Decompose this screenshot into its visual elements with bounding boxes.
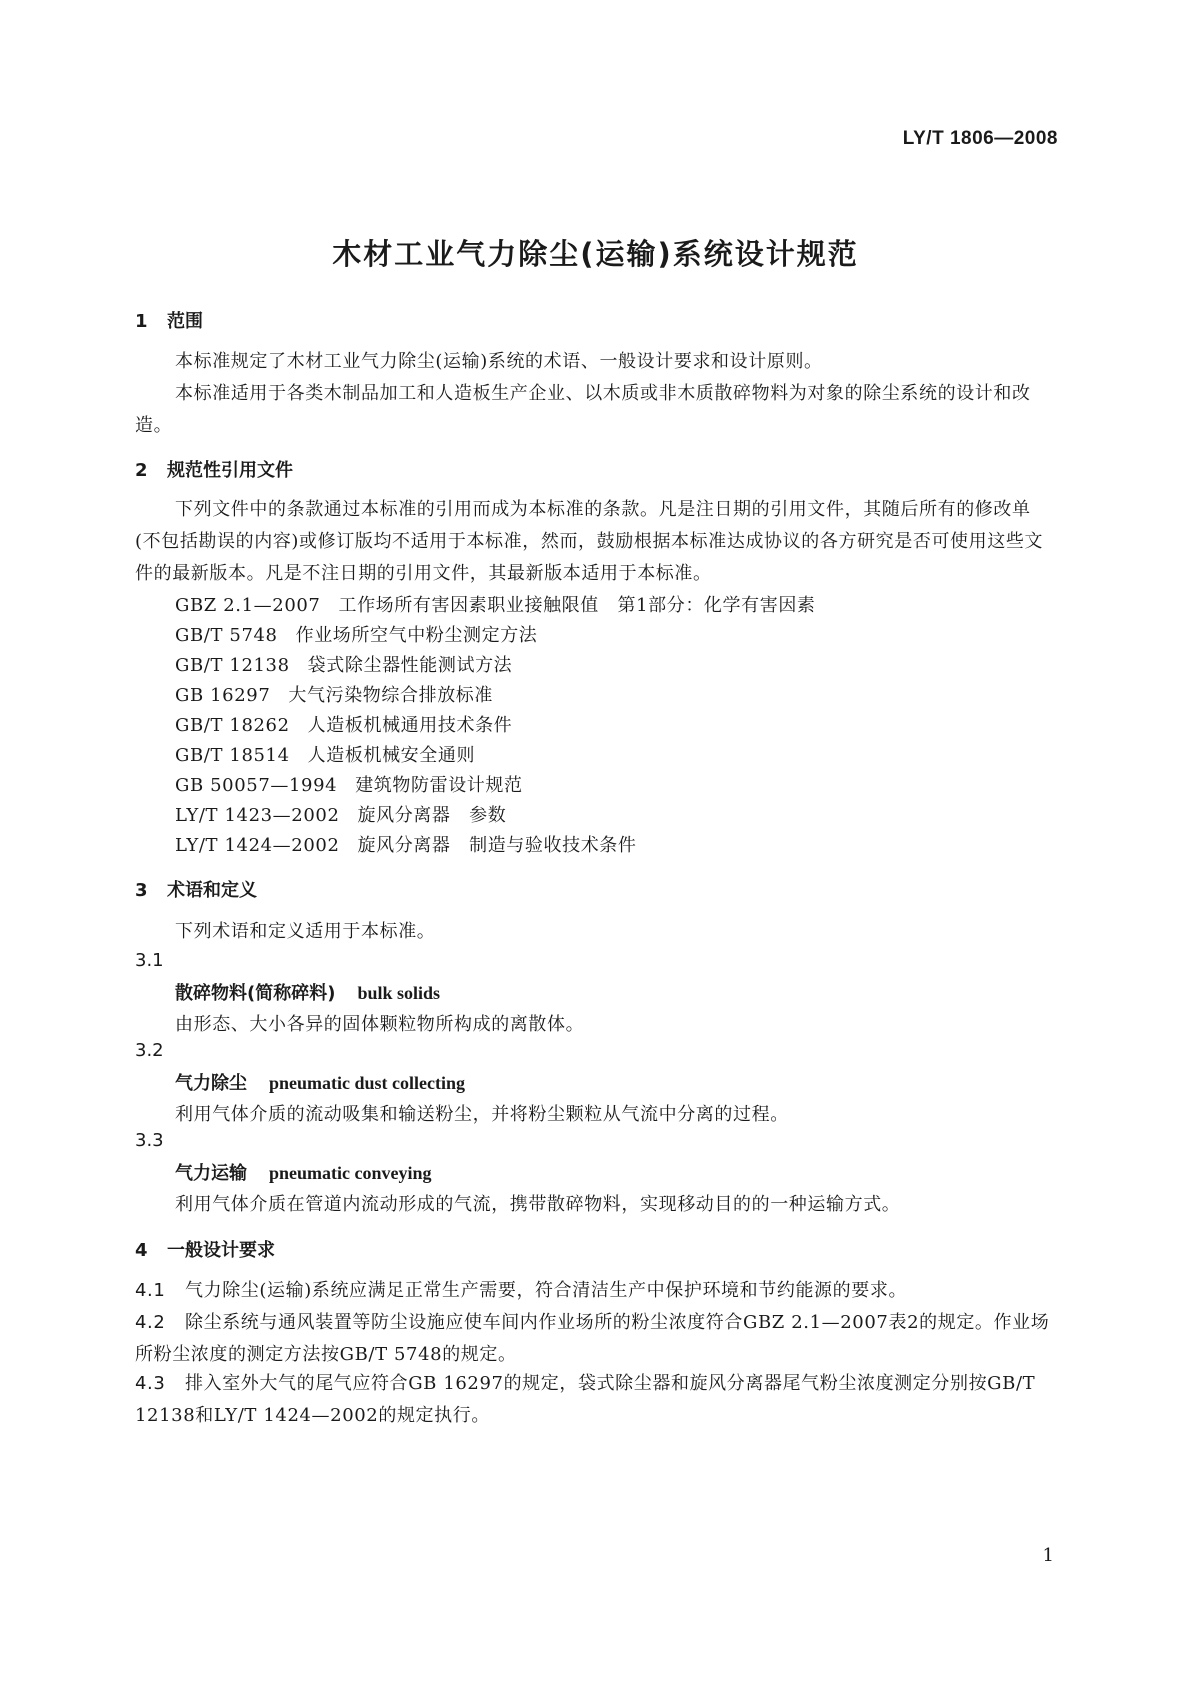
reference-name: 旋风分离器 制造与验收技术条件	[357, 835, 637, 856]
reference-name: 人造板机械安全通则	[307, 745, 476, 766]
term-chinese: 散碎物料(简称碎料)	[175, 983, 336, 1004]
term-english: pneumatic conveying	[269, 1163, 432, 1183]
reference-name: 建筑物防雷设计规范	[355, 775, 523, 796]
term-definition: 利用气体介质的流动吸集和输送粉尘，并将粉尘颗粒从气流中分离的过程。	[175, 1104, 789, 1125]
reference-item	[175, 741, 475, 767]
reference-item	[175, 771, 523, 797]
reference-name: 大气污染物综合排放标准	[288, 685, 493, 706]
reference-code: GBZ 2.1—2007	[175, 595, 321, 616]
clause-number: 4.3	[135, 1373, 166, 1394]
reference-item	[175, 681, 493, 707]
standard-code: LY/T 1806—2008	[902, 128, 1058, 149]
term-heading	[175, 979, 440, 1005]
clause-text: 气力除尘(运输)系统应满足正常生产需要，符合清洁生产中保护环境和节约能源的要求。	[185, 1280, 908, 1301]
reference-name: 人造板机械通用技术条件	[307, 715, 513, 736]
section-number: 1	[135, 311, 148, 332]
reference-code: GB/T 5748	[175, 625, 278, 646]
reference-name: 袋式除尘器性能测试方法	[307, 655, 513, 676]
section-2-heading	[135, 456, 293, 482]
reference-code: GB/T 12138	[175, 655, 290, 676]
term-number: 3.1	[135, 950, 164, 971]
section-3-heading	[135, 876, 257, 902]
term-english: pneumatic dust collecting	[269, 1073, 465, 1093]
reference-code: GB/T 18262	[175, 715, 290, 736]
section-number: 2	[135, 460, 148, 481]
section-2-paragraph: 下列文件中的条款通过本标准的引用而成为本标准的条款。凡是注日期的引用文件，其随后所有的修改单(不包括勘误的内容)或修订版均不适用于本标准，然而，鼓励根据本标准达成协议的各方研究是否可使用这些文件的最新版本。凡是不注日期的引用文件，其最新版本适用于本标准。	[135, 499, 1044, 584]
reference-item	[175, 711, 512, 737]
clause-number: 4.2	[135, 1312, 166, 1333]
term-number: 3.2	[135, 1040, 164, 1061]
term-number: 3.3	[135, 1130, 164, 1151]
section-1-paragraph-2: 本标准适用于各类木制品加工和人造板生产企业、以木质或非木质散碎物料为对象的除尘系统的设计和改造。	[135, 383, 1031, 436]
term-definition: 由形态、大小各异的固体颗粒物所构成的离散体。	[175, 1014, 585, 1035]
reference-code: GB 16297	[175, 685, 271, 706]
reference-code: LY/T 1423—2002	[175, 805, 340, 826]
clause-text: 除尘系统与通风装置等防尘设施应使车间内作业场所的粉尘浓度符合GBZ 2.1—2007表2的规定。作业场所粉尘浓度的测定方法按GB/T 5748的规定。	[135, 1312, 1050, 1365]
term-heading	[175, 1069, 465, 1095]
reference-item	[175, 591, 816, 617]
section-title: 范围	[167, 311, 203, 332]
reference-item	[175, 621, 537, 647]
reference-item	[175, 801, 506, 827]
document-title: 木材工业气力除尘(运输)系统设计规范	[332, 237, 859, 271]
reference-code: GB/T 18514	[175, 745, 290, 766]
term-heading	[175, 1159, 432, 1185]
section-3-paragraph: 下列术语和定义适用于本标准。	[175, 921, 436, 942]
section-1-heading	[135, 307, 203, 333]
section-4-heading	[135, 1236, 275, 1262]
section-title: 术语和定义	[167, 880, 257, 901]
reference-item	[175, 831, 637, 857]
clause-4-1	[135, 1275, 1055, 1307]
term-definition: 利用气体介质在管道内流动形成的气流，携带散碎物料，实现移动目的的一种运输方式。	[175, 1194, 901, 1215]
section-title: 一般设计要求	[167, 1240, 275, 1261]
section-number: 4	[135, 1240, 148, 1261]
term-english: bulk solids	[357, 983, 441, 1003]
section-number: 3	[135, 880, 148, 901]
reference-code: GB 50057—1994	[175, 775, 338, 796]
reference-name: 旋风分离器 参数	[357, 805, 507, 826]
page-number: 1	[1042, 1545, 1054, 1566]
section-title: 规范性引用文件	[167, 460, 293, 481]
reference-name: 工作场所有害因素职业接触限值 第1部分：化学有害因素	[338, 595, 816, 616]
reference-code: LY/T 1424—2002	[175, 835, 340, 856]
clause-number: 4.1	[135, 1280, 166, 1301]
section-1-paragraph-1: 本标准规定了木材工业气力除尘(运输)系统的术语、一般设计要求和设计原则。	[175, 351, 823, 372]
clause-text: 排入室外大气的尾气应符合GB 16297的规定，袋式除尘器和旋风分离器尾气粉尘浓度测定分别按GB/T 12138和LY/T 1424—2002的规定执行。	[135, 1373, 1036, 1426]
term-chinese: 气力除尘	[175, 1073, 247, 1094]
reference-name: 作业场所空气中粉尘测定方法	[295, 625, 538, 646]
reference-item	[175, 651, 512, 677]
clause-4-2	[135, 1307, 1055, 1371]
clause-4-3	[135, 1368, 1055, 1432]
term-chinese: 气力运输	[175, 1163, 247, 1184]
